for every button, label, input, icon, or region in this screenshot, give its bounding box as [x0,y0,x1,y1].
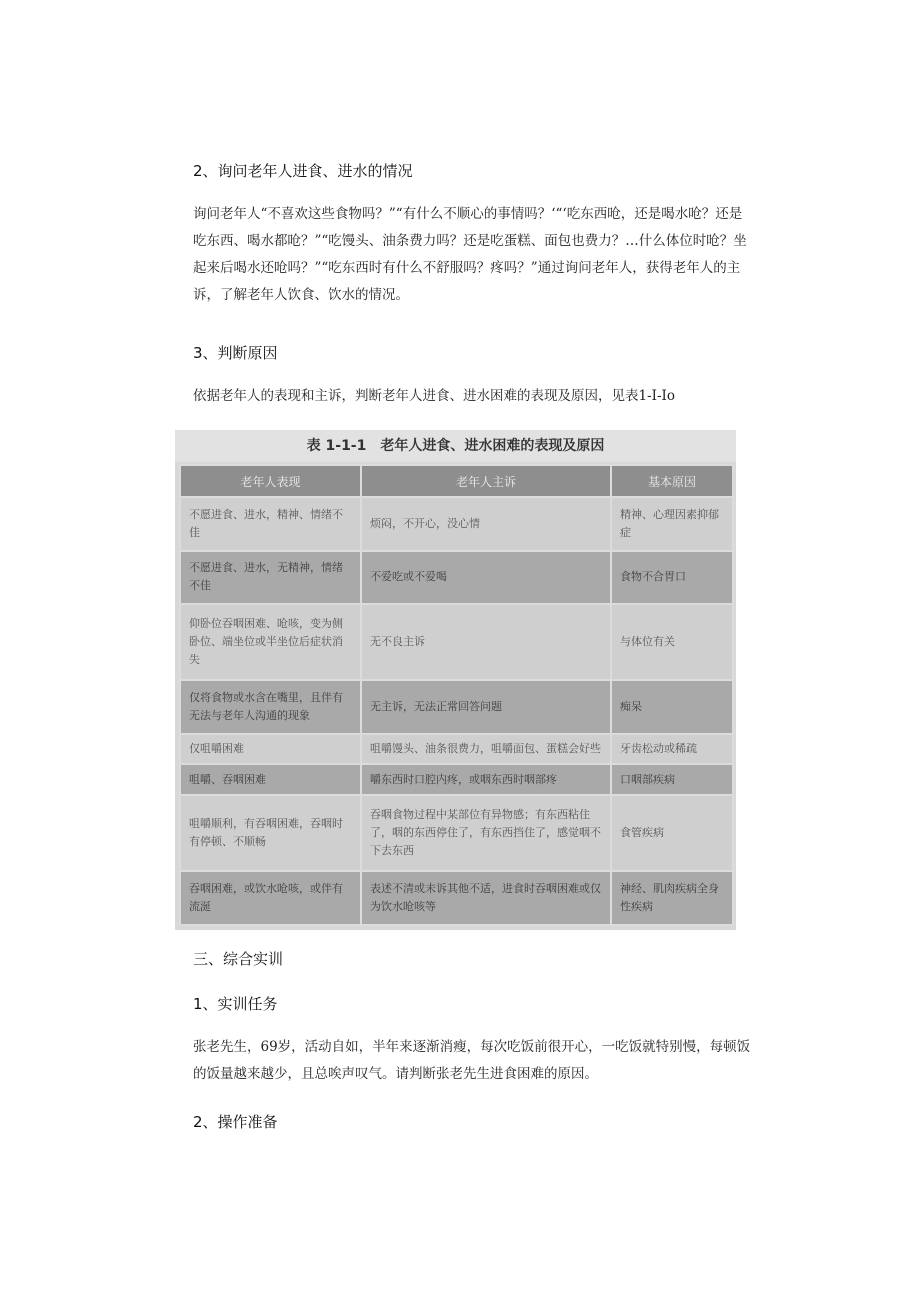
section-heading-inquiry: 2、询问老年人进食、进水的情况 [193,162,413,180]
table-cell: 嚼东西时口腔内疼，或咽东西时咽部疼 [361,764,611,795]
difficulty-cause-table [179,464,734,926]
table-cell: 不愿进食、进水，精神、情绪不佳 [180,497,361,551]
table-cell: 神经、肌肉疾病全身性疾病 [611,871,733,925]
table-cell: 精神、心理因素抑郁症 [611,497,733,551]
table-cell: 与体位有关 [611,604,733,680]
table-cell: 吞咽食物过程中某部位有异物感；有东西粘住了，咽的东西停住了，有东西挡住了，感觉咽不下去东西 [361,795,611,871]
practice-task-paragraph: 张老先生，69岁，活动自如，半年来逐渐消瘦，每次吃饭前很开心，一吃饭就特别慢，每顿饭的饭量越来越少，且总唉声叹气。请判断张老先生进食困难的原因。 [193,1039,751,1082]
table-image [175,430,736,930]
table-cell: 吞咽困难，或饮水呛咳，或伴有流涎 [180,871,361,925]
table-cell: 食管疾病 [611,795,733,871]
section-heading-practice-task: 1、实训任务 [193,995,278,1013]
table-cell: 无不良主诉 [361,604,611,680]
section-heading-comprehensive-practice: 三、综合实训 [193,950,284,968]
table-row [180,497,733,551]
table-cell: 烦闷，不开心，没心情 [361,497,611,551]
table-cell: 咀嚼馒头、油条很费力，咀嚼面包、蛋糕会好些 [361,734,611,765]
column-header-complaint: 老年人主诉 [361,465,611,497]
table-row [180,551,733,605]
table-cell: 仅咀嚼困难 [180,734,361,765]
table-cell: 咀嚼、吞咽困难 [180,764,361,795]
table-row [180,734,733,765]
column-header-manifestation: 老年人表现 [180,465,361,497]
inquiry-paragraph: 询问老年人“不喜欢这些食物吗？”“有什么不顺心的事情吗？‘“‘吃东西呛，还是喝水呛？还是吃东西、喝水都呛？”“吃馒头、油条费力吗？还是吃蛋糕、面包也费力？…什么体位时呛？坐起来后喝水还呛吗？”“吃东西时有什么不舒服吗？疼吗？”通过询问老年人，获得老年人的主诉，了解老年人饮食、饮水的情况。 [193,206,747,303]
table-cell: 痴呆 [611,680,733,734]
table-row [180,795,733,871]
table-row [180,764,733,795]
judge-cause-paragraph: 依据老年人的表现和主诉，判断老年人进食、进水困难的表现及原因，见表1-I-Io [193,388,676,404]
table-cell: 仰卧位吞咽困难、呛咳，变为侧卧位、端坐位或半坐位后症状消失 [180,604,361,680]
table-cell: 食物不合胃口 [611,551,733,605]
table-cell: 不爱吃或不爱喝 [361,551,611,605]
table-cell: 咀嚼顺利，有吞咽困难，吞咽时有停顿、不顺畅 [180,795,361,871]
column-header-cause: 基本原因 [611,465,733,497]
section-heading-operation-prep: 2、操作准备 [193,1113,278,1131]
table-row [180,604,733,680]
table-row [180,680,733,734]
table-cell: 仅将食物或水含在嘴里，且伴有无法与老年人沟通的现象 [180,680,361,734]
section-heading-judge-cause: 3、判断原因 [193,344,278,362]
table-row [180,871,733,925]
table-header-row [180,465,733,497]
table-cell: 牙齿松动或稀疏 [611,734,733,765]
table-title: 表 1-1-1 老年人进食、进水困难的表现及原因 [175,430,736,462]
table-cell: 表述不清或未诉其他不适，进食时吞咽困难或仅为饮水呛咳等 [361,871,611,925]
table-cell: 无主诉，无法正常回答问题 [361,680,611,734]
table-cell: 口咽部疾病 [611,764,733,795]
table-cell: 不愿进食、进水，无精神，情绪不佳 [180,551,361,605]
